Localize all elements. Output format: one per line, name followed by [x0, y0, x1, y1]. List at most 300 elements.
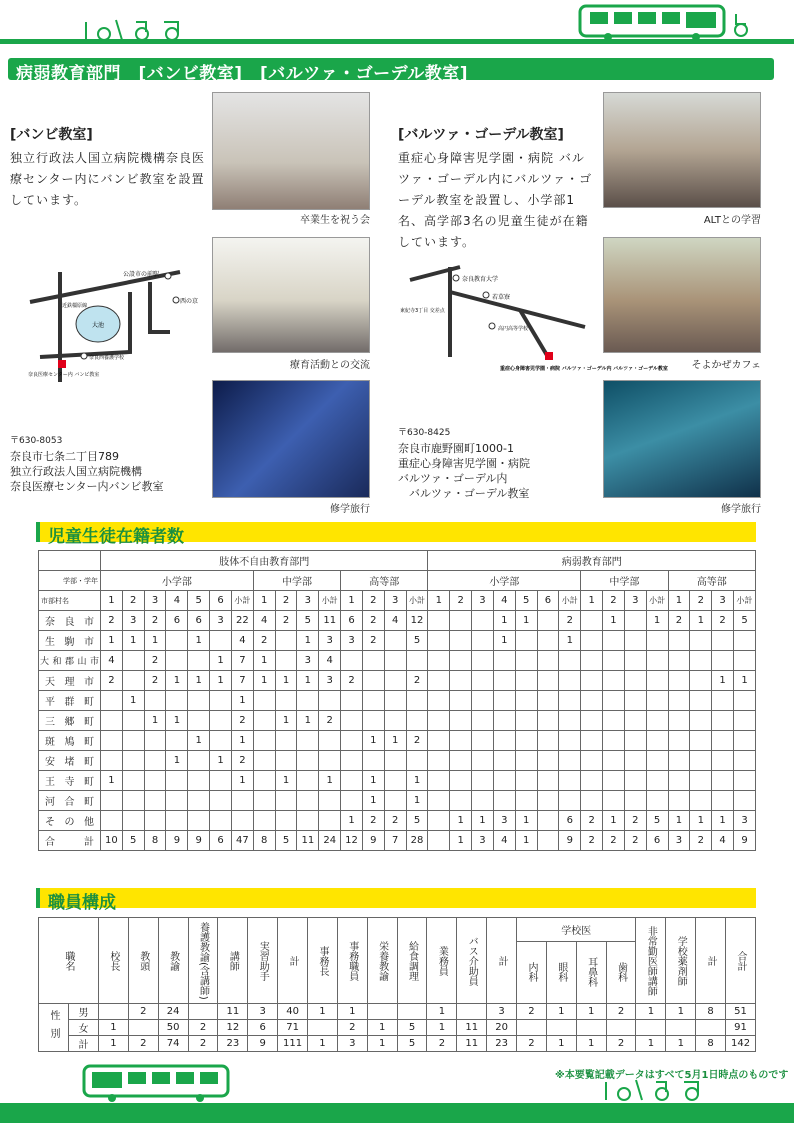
table-cell: 2	[319, 711, 341, 731]
table-cell	[624, 631, 646, 651]
table-cell	[101, 751, 123, 771]
photo-graduation	[212, 92, 370, 210]
table-cell: 2	[362, 631, 384, 651]
table-cell: 1	[493, 611, 515, 631]
table-cell	[537, 711, 559, 731]
table-cell	[666, 1020, 696, 1036]
table-cell: 11	[457, 1036, 487, 1052]
table-cell: 1	[384, 731, 406, 751]
municipality-name: 大和郡山市	[39, 651, 101, 671]
balza-address-line: バルツァ・ゴーデル教室	[398, 487, 530, 500]
staff-column-header	[427, 918, 457, 1004]
table-cell	[515, 771, 537, 791]
table-cell: 1	[450, 811, 472, 831]
table-cell: 1	[559, 631, 581, 651]
table-cell: 3	[487, 1004, 517, 1020]
grade-header: 1	[253, 591, 275, 611]
table-cell	[668, 771, 690, 791]
staff-column-header	[517, 941, 547, 1003]
table-cell: 9	[188, 831, 210, 851]
table-cell	[581, 751, 603, 771]
bus-icon	[82, 1062, 232, 1104]
table-cell	[472, 731, 494, 751]
table-row	[39, 1020, 756, 1036]
table-cell	[122, 731, 144, 751]
table-row	[39, 651, 756, 671]
table-cell	[319, 791, 341, 811]
balza-address	[398, 426, 598, 501]
table-cell	[515, 791, 537, 811]
staff-column-label: 教諭	[167, 950, 179, 971]
table-cell	[384, 631, 406, 651]
table-cell	[101, 791, 123, 811]
table-cell: 71	[278, 1020, 308, 1036]
balza-description: 重症心身障害児学園・病院 バルツァ・ゴーデル内にバルツァ・ゴーデル教室を設置し、小学部1名、高学部3名の児童生徒が在籍しています。	[398, 151, 593, 249]
table-cell	[122, 671, 144, 691]
table-cell	[166, 731, 188, 751]
table-cell: 7	[231, 671, 253, 691]
table-cell	[428, 831, 450, 851]
table-cell	[253, 791, 275, 811]
table-cell: 1	[636, 1004, 666, 1020]
table-cell	[690, 751, 712, 771]
staff-column-label: 給食調理	[406, 940, 418, 981]
table-cell	[341, 711, 363, 731]
table-cell: 50	[158, 1020, 188, 1036]
municipality-name: 平群町	[39, 691, 101, 711]
table-cell: 2	[144, 671, 166, 691]
table-cell	[581, 611, 603, 631]
table-row	[39, 791, 756, 811]
table-cell	[559, 711, 581, 731]
table-cell	[428, 631, 450, 651]
table-cell	[188, 691, 210, 711]
bambi-heading: [バンビ教室]	[10, 127, 93, 143]
staff-column-label: 栄養教諭	[376, 940, 388, 981]
grade-header: 3	[624, 591, 646, 611]
table-cell	[624, 651, 646, 671]
table-cell: 3	[319, 671, 341, 691]
table-cell: 5	[122, 831, 144, 851]
table-cell: 11	[218, 1004, 248, 1020]
table-cell: 40	[278, 1004, 308, 1020]
table-cell	[297, 751, 319, 771]
table-cell	[559, 751, 581, 771]
table-cell	[646, 731, 668, 751]
sub-header: 高等部	[341, 571, 428, 591]
table-cell	[734, 651, 756, 671]
table-cell	[493, 771, 515, 791]
table-cell: 4	[319, 651, 341, 671]
table-cell	[624, 671, 646, 691]
grade-header: 2	[603, 591, 625, 611]
gender-header	[39, 1004, 69, 1052]
table-cell: 2	[128, 1004, 158, 1020]
table-cell: 2	[517, 1004, 547, 1020]
table-cell	[472, 751, 494, 771]
table-cell: 6	[166, 611, 188, 631]
table-cell	[515, 691, 537, 711]
map-label: 奈良医療センター内 バンビ教室	[28, 372, 100, 378]
grade-header: 1	[428, 591, 450, 611]
staff-column-label: 計	[287, 955, 299, 966]
table-cell	[712, 791, 734, 811]
table-cell	[450, 671, 472, 691]
table-cell: 47	[231, 831, 253, 851]
table-cell	[581, 731, 603, 751]
staff-row-label: 女	[69, 1020, 99, 1036]
table-cell	[231, 811, 253, 831]
table-cell: 3	[319, 631, 341, 651]
table-cell	[624, 711, 646, 731]
table-cell: 1	[275, 711, 297, 731]
balza-heading: [バルツァ・ゴーデル教室]	[398, 127, 564, 143]
table-cell	[428, 811, 450, 831]
table-cell	[253, 811, 275, 831]
table-cell	[362, 671, 384, 691]
table-cell: 142	[726, 1036, 756, 1052]
grade-header: 5	[188, 591, 210, 611]
map-label: 奈良教育大学	[462, 276, 499, 283]
table-cell	[559, 651, 581, 671]
table-cell	[166, 691, 188, 711]
balza-map	[400, 262, 668, 387]
table-row	[39, 711, 756, 731]
table-cell	[101, 731, 123, 751]
table-cell	[515, 651, 537, 671]
grade-header: 2	[275, 591, 297, 611]
table-cell	[428, 711, 450, 731]
table-cell: 1	[712, 811, 734, 831]
table-cell: 4	[493, 831, 515, 851]
table-cell	[493, 791, 515, 811]
table-cell: 2	[606, 1004, 636, 1020]
grade-header: 4	[166, 591, 188, 611]
photo-caption: 療育活動との交流	[290, 360, 370, 371]
table-cell	[428, 671, 450, 691]
staff-column-label: 合計	[735, 950, 747, 971]
table-cell: 2	[384, 811, 406, 831]
table-cell: 11	[457, 1020, 487, 1036]
table-cell	[166, 771, 188, 791]
table-cell	[188, 791, 210, 811]
table-cell	[253, 731, 275, 751]
sub-header: 中学部	[581, 571, 668, 591]
map-label: 東紀寺3丁目 交差点	[400, 308, 445, 314]
table-cell	[712, 731, 734, 751]
table-cell: 1	[99, 1036, 129, 1052]
table-cell: 6	[341, 611, 363, 631]
table-cell	[384, 651, 406, 671]
table-cell	[472, 711, 494, 731]
table-cell: 1	[734, 671, 756, 691]
table-cell	[406, 751, 428, 771]
grade-header: 1	[581, 591, 603, 611]
grade-header: 小計	[734, 591, 756, 611]
table-cell: 1	[450, 831, 472, 851]
table-cell: 9	[248, 1036, 278, 1052]
table-cell: 74	[158, 1036, 188, 1052]
table-cell	[559, 791, 581, 811]
table-cell	[624, 691, 646, 711]
table-cell: 1	[406, 791, 428, 811]
staff-column-header	[188, 918, 218, 1004]
grade-header: 小計	[559, 591, 581, 611]
table-cell	[603, 671, 625, 691]
staff-column-header	[636, 918, 666, 1004]
table-cell: 1	[367, 1036, 397, 1052]
table-cell: 22	[231, 611, 253, 631]
table-row	[39, 831, 756, 851]
table-cell	[493, 731, 515, 751]
staff-column-header	[576, 941, 606, 1003]
table-cell	[297, 811, 319, 831]
table-cell	[712, 691, 734, 711]
table-cell: 4	[101, 651, 123, 671]
table-cell: 1	[144, 631, 166, 651]
table-cell	[428, 651, 450, 671]
table-cell	[537, 731, 559, 751]
staff-column-header	[308, 918, 338, 1004]
sub-header: 小学部	[428, 571, 581, 591]
table-cell: 1	[515, 831, 537, 851]
table-cell	[559, 771, 581, 791]
table-cell	[166, 651, 188, 671]
table-cell: 1	[231, 771, 253, 791]
table-cell	[696, 1020, 726, 1036]
table-cell: 6	[646, 831, 668, 851]
table-cell: 2	[101, 671, 123, 691]
table-cell	[472, 671, 494, 691]
balza-address-line: バルツァ・ゴーデル内	[398, 472, 508, 485]
table-cell: 2	[606, 1036, 636, 1052]
table-cell: 3	[210, 611, 232, 631]
table-cell	[362, 711, 384, 731]
staff-column-header	[606, 941, 636, 1003]
grade-header: 小計	[319, 591, 341, 611]
table-cell: 9	[734, 831, 756, 851]
table-cell	[537, 671, 559, 691]
table-cell	[166, 791, 188, 811]
table-row	[39, 771, 756, 791]
map-label: 近鉄橿原線	[62, 303, 88, 309]
table-cell: 5	[297, 611, 319, 631]
table-cell: 2	[362, 811, 384, 831]
table-cell: 2	[337, 1020, 367, 1036]
table-cell	[450, 651, 472, 671]
grade-header: 5	[515, 591, 537, 611]
table-cell: 1	[231, 731, 253, 751]
table-cell	[319, 731, 341, 751]
table-cell	[384, 691, 406, 711]
staff-column-label: 内科	[525, 962, 537, 983]
table-cell	[734, 631, 756, 651]
table-cell: 1	[188, 731, 210, 751]
staff-row-label: 男	[69, 1004, 99, 1020]
table-cell: 1	[493, 631, 515, 651]
table-cell: 1	[188, 671, 210, 691]
table-row	[39, 1036, 756, 1052]
table-cell: 3	[668, 831, 690, 851]
table-cell	[253, 711, 275, 731]
table-cell	[457, 1004, 487, 1020]
table-cell	[122, 651, 144, 671]
bambi-map	[20, 262, 210, 387]
table-cell: 24	[158, 1004, 188, 1020]
table-cell: 1	[666, 1036, 696, 1052]
balza-address-line: 重症心身障害児学園・病院	[398, 457, 530, 470]
table-cell	[624, 751, 646, 771]
table-cell: 1	[210, 651, 232, 671]
table-cell: 2	[427, 1036, 457, 1052]
table-cell: 3	[248, 1004, 278, 1020]
table-cell: 1	[603, 811, 625, 831]
table-cell	[144, 751, 166, 771]
table-cell: 1	[188, 631, 210, 651]
table-cell	[581, 671, 603, 691]
table-cell	[581, 691, 603, 711]
table-cell: 3	[122, 611, 144, 631]
table-cell	[144, 691, 166, 711]
table-cell	[450, 691, 472, 711]
table-cell	[537, 751, 559, 771]
section-header	[8, 58, 774, 84]
table-cell	[734, 771, 756, 791]
table-cell: 2	[144, 651, 166, 671]
table-cell	[450, 631, 472, 651]
table-cell: 2	[188, 1020, 218, 1036]
table-cell	[690, 791, 712, 811]
table-cell	[559, 671, 581, 691]
dept-header: 病弱教育部門	[428, 551, 756, 571]
bambi-zip: 〒630-8053	[10, 436, 63, 446]
table-cell	[668, 751, 690, 771]
staff-column-label: 計	[496, 955, 508, 966]
table-cell	[362, 691, 384, 711]
staff-column-label: 講師	[227, 950, 239, 971]
photo-aquarium	[603, 380, 761, 498]
table-cell: 1	[362, 771, 384, 791]
table-cell: 4	[231, 631, 253, 651]
bambi-address-line: 奈良医療センター内バンビ教室	[10, 480, 164, 493]
table-cell	[472, 791, 494, 811]
table-cell	[515, 671, 537, 691]
table-cell	[319, 691, 341, 711]
table-cell	[646, 751, 668, 771]
table-cell	[210, 631, 232, 651]
table-cell: 11	[319, 611, 341, 631]
staff-corner-label: 職名	[63, 950, 74, 971]
bus-icon	[578, 4, 728, 42]
table-cell: 51	[726, 1004, 756, 1020]
grade-header: 3	[384, 591, 406, 611]
table-cell	[537, 791, 559, 811]
table-cell	[493, 711, 515, 731]
table-cell	[166, 631, 188, 651]
table-cell: 1	[427, 1020, 457, 1036]
table-cell: 1	[427, 1004, 457, 1020]
table-cell	[450, 711, 472, 731]
table-cell	[576, 1020, 606, 1036]
grade-header: 2	[450, 591, 472, 611]
table-row	[39, 731, 756, 751]
map-label: 西の京	[180, 298, 199, 305]
table-cell	[646, 671, 668, 691]
table-cell	[472, 771, 494, 791]
table-cell	[624, 771, 646, 791]
table-cell	[308, 1020, 338, 1036]
table-cell	[406, 691, 428, 711]
table-cell	[734, 751, 756, 771]
staff-column-label: 業務員	[436, 945, 448, 976]
table-cell	[690, 771, 712, 791]
corner-label: 市部村名	[39, 591, 101, 611]
table-cell: 23	[218, 1036, 248, 1052]
grade-header: 小計	[646, 591, 668, 611]
table-cell: 91	[726, 1020, 756, 1036]
grade-header: 4	[493, 591, 515, 611]
table-cell: 1	[666, 1004, 696, 1020]
table-cell	[537, 631, 559, 651]
table-cell: 1	[341, 811, 363, 831]
staff-column-header	[696, 918, 726, 1004]
table-cell	[341, 771, 363, 791]
table-cell: 1	[362, 791, 384, 811]
table-cell: 2	[144, 611, 166, 631]
wheelchair-icons	[600, 1078, 720, 1104]
table-cell	[559, 731, 581, 751]
table-cell: 1	[308, 1036, 338, 1052]
table-cell	[144, 771, 166, 791]
table-cell: 1	[210, 751, 232, 771]
staff-column-label: 歯科	[615, 962, 627, 983]
photo-cafe	[603, 237, 761, 353]
table-cell	[559, 691, 581, 711]
table-cell	[144, 731, 166, 751]
table-cell: 2	[690, 831, 712, 851]
table-cell: 2	[101, 611, 123, 631]
staff-column-header	[248, 918, 278, 1004]
section-title: 病弱教育部門 [バンビ教室] [バルツァ・ゴーデル教室]	[16, 64, 469, 84]
table-cell	[253, 751, 275, 771]
table-cell: 8	[696, 1004, 726, 1020]
table-cell: 1	[636, 1036, 666, 1052]
map-label: 奈良西養護学校	[89, 355, 125, 361]
table-cell	[128, 1020, 158, 1036]
photo-alt-learning	[603, 92, 761, 208]
table-cell	[472, 631, 494, 651]
table-cell	[606, 1020, 636, 1036]
table-cell: 1	[308, 1004, 338, 1020]
table-cell	[712, 711, 734, 731]
table-cell	[210, 811, 232, 831]
table-cell: 1	[362, 731, 384, 751]
wheelchair-icon	[730, 10, 752, 40]
table-cell: 28	[406, 831, 428, 851]
table-cell	[144, 791, 166, 811]
table-cell	[384, 751, 406, 771]
table-cell: 24	[319, 831, 341, 851]
table-cell: 5	[397, 1020, 427, 1036]
table-cell	[275, 691, 297, 711]
grade-header: 3	[712, 591, 734, 611]
grade-header: 1	[341, 591, 363, 611]
table-cell	[341, 791, 363, 811]
table-cell	[384, 791, 406, 811]
table-cell: 12	[341, 831, 363, 851]
table-cell: 1	[122, 691, 144, 711]
table-cell: 8	[253, 831, 275, 851]
